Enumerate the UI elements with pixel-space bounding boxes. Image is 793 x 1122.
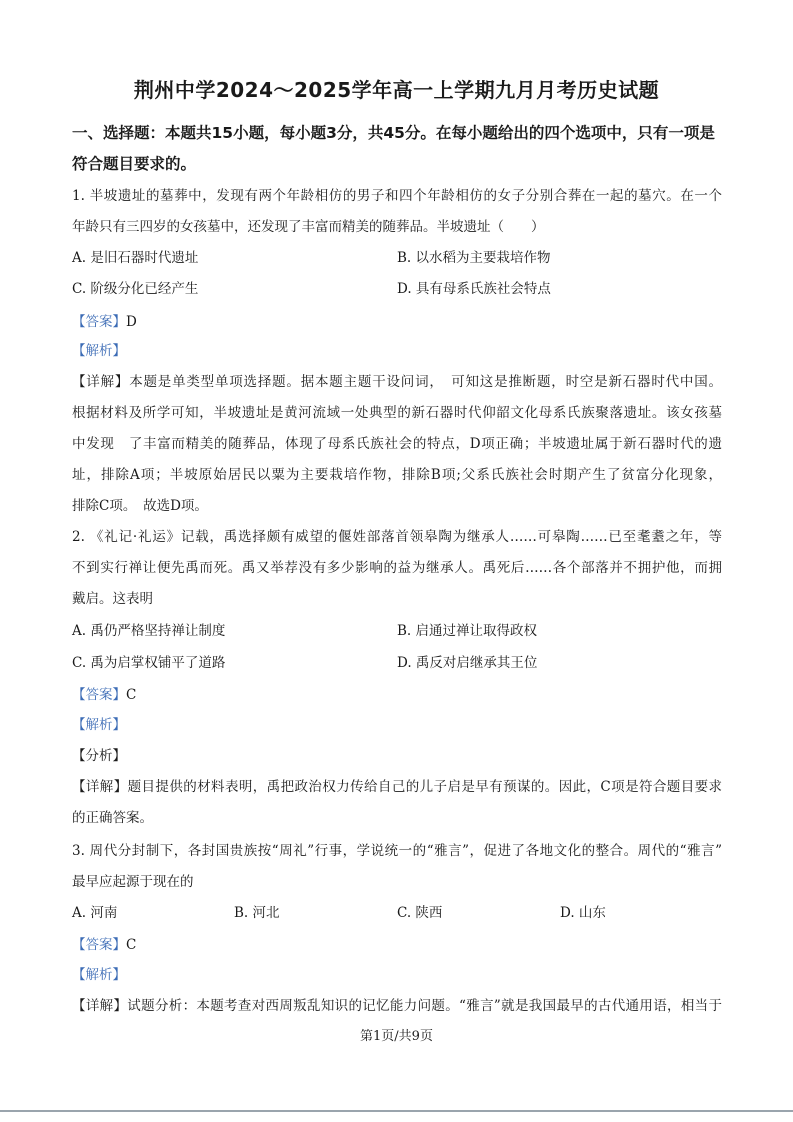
q2-answer-line	[72, 683, 136, 703]
q3-answer-value: C	[126, 937, 137, 953]
q3-analysis-tag	[72, 963, 126, 983]
q2-stem-line-3: 戴启。这表明	[72, 591, 153, 607]
answer-tag: 【答案】	[72, 687, 126, 703]
q1-option-b: B. 以水稻为主要栽培作物	[397, 250, 551, 266]
q2-stem-line-2: 不到实行禅让便先禹而死。禹又举荐没有多少影响的益为继承人。禹死后……各个部落并不拥护他，而拥	[72, 560, 722, 576]
q1-detail-line-4: 址，排除A项；半坡原始居民以粟为主要栽培作物，排除B项;父系氏族社会时期产生了贫富分化现象，	[72, 467, 722, 483]
q1-answer-value: D	[126, 314, 137, 330]
q3-stem-line-1: 3. 周代分封制下，各封国贵族按“周礼”行事，学说统一的“雅言”，促进了各地文化的整合。周代的“雅言”	[72, 843, 722, 859]
q1-detail-line-1: 【详解】本题是单类型单项选择题。据本题主题干设问词， 可知这是推断题，时空是新石器时代中国。	[72, 374, 723, 390]
q2-option-c: C. 禹为启掌权铺平了道路	[72, 655, 226, 671]
q1-stem-line-2: 年龄只有三四岁的女孩墓中，还发现了丰富而精美的随葬品。半坡遗址（ ）	[72, 219, 545, 235]
q1-detail-line-3: 中发现 了丰富而精美的随葬品，体现了母系氏族社会的特点，D项正确；半坡遗址属于新石器时代的遗	[72, 436, 722, 452]
detail-tag: 【详解】	[72, 374, 130, 390]
detail-tag: 【详解】	[72, 779, 128, 795]
q2-option-d: D. 禹反对启继承其王位	[397, 655, 538, 671]
q3-stem-line-2: 最早应起源于现在的	[72, 874, 194, 890]
analysis-tag: 【解析】	[72, 717, 126, 733]
section-heading: 一、选择题：本题共15小题，每小题3分，共45分。在每小题给出的四个选项中，只有一项是符合题目要求的。	[72, 124, 715, 173]
q1-answer-line	[72, 310, 137, 330]
q1-stem-line-1: 1. 半坡遗址的墓葬中，发现有两个年龄相仿的男子和四个年龄相仿的女子分别合葬在一起的墓穴。在一个	[72, 188, 722, 204]
q1-option-d: D. 具有母系氏族社会特点	[397, 281, 551, 297]
answer-tag: 【答案】	[72, 937, 126, 953]
q2-answer-value: C	[126, 687, 137, 703]
q2-stem-line-1: 2. 《礼记·礼运》记载，禹选择颇有威望的偃姓部落首领皋陶为继承人……可皋陶……已至耄耋之年，等	[72, 529, 722, 545]
q2-detail-line-1: 【详解】题目提供的材料表明，禹把政治权力传给自己的儿子启是早有预谋的。因此，C项是符合题目要求	[72, 779, 723, 795]
q3-option-b: B. 河北	[234, 905, 280, 921]
answer-tag: 【答案】	[72, 314, 126, 330]
q3-option-c: C. 陕西	[397, 905, 443, 921]
q3-detail-line-1: 【详解】试题分析：本题考查对西周叛乱知识的记忆能力问题。“雅言”就是我国最早的古代通用语，相当于	[72, 998, 722, 1014]
analysis-tag: 【解析】	[72, 343, 126, 359]
q1-option-c: C. 阶级分化已经产生	[72, 281, 199, 297]
page-footer: 第1页/共9页	[360, 1029, 433, 1044]
q2-detail-line-2: 的正确答案。	[72, 810, 153, 826]
q1-detail-line-2: 根据材料及所学可知，半坡遗址是黄河流域一处典型的新石器时代仰韶文化母系氏族聚落遗址。该女孩墓	[72, 405, 722, 421]
q2-analyze-tag: 【分析】	[72, 748, 126, 764]
page-title: 荆州中学2024～2025学年高一上学期九月月考历史试题	[133, 78, 660, 102]
q1-detail-line-5: 排除C项。 故选D项。	[72, 498, 208, 514]
q2-option-a: A. 禹仍严格坚持禅让制度	[72, 623, 226, 639]
page-bottom-divider	[0, 1110, 793, 1112]
q2-analysis-tag	[72, 713, 126, 733]
q3-option-d: D. 山东	[560, 905, 606, 921]
q1-option-a: A. 是旧石器时代遗址	[72, 250, 199, 266]
q1-analysis-tag	[72, 339, 126, 359]
analysis-tag: 【解析】	[72, 967, 126, 983]
q3-answer-line	[72, 933, 136, 953]
q3-option-a: A. 河南	[72, 905, 118, 921]
q2-option-b: B. 启通过禅让取得政权	[397, 623, 538, 639]
detail-tag: 【详解】	[72, 998, 128, 1014]
